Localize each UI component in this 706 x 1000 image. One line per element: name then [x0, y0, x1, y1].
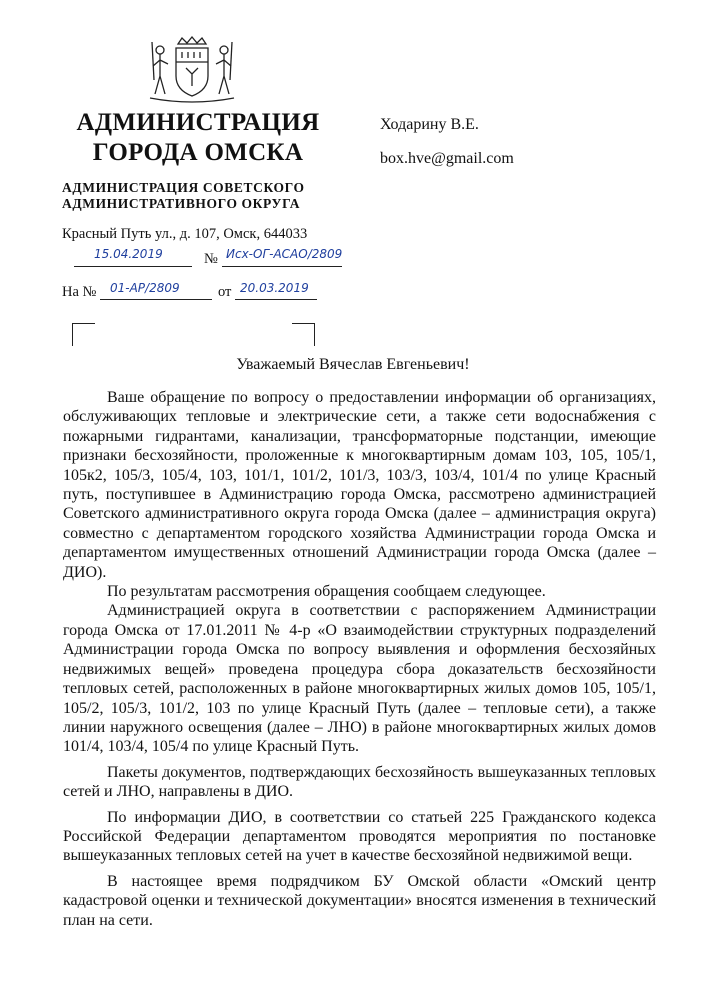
from-label: от — [218, 284, 232, 300]
on-number-line — [100, 299, 212, 300]
reg-date-line — [74, 266, 192, 267]
paragraph: По информации ДИО, в соответствии со статьей 225 Гражданского кодекса Российской Федерации департаментом проводятся мероприятия по постановке вышеуказанных тепловых сетей на учет в качестве бесхозяйной недвижимой вещи. — [63, 808, 656, 865]
from-date-handwritten: 20.03.2019 — [240, 281, 309, 295]
address: Красный Путь ул., д. 107, Омск, 644033 — [62, 226, 308, 242]
reg-date-handwritten: 15.04.2019 — [94, 247, 163, 261]
reg-number-label: № — [204, 251, 218, 267]
paragraph: Пакеты документов, подтверждающих бесхозяйность вышеуказанных тепловых сетей и ЛНО, направлены в ДИО. — [63, 763, 656, 801]
coat-of-arms-emblem — [146, 36, 238, 106]
paragraph: Ваше обращение по вопросу о предоставлении информации об организациях, обслуживающих тепловые и электрические сети, а также сети водоснабжения с пожарными гидрантами, канализации, трансформаторные подстанции, имеющие признаки бесхозяйности, проложенные к многоквартирным домам 103, 105, 105/1, 105к2, 105/3, 105/4, 103, 101/1, 101/2, 101/3, 103/3, 103/4, 101/4 по улице Красный путь, поступившее в Администрацию города Омска, рассмотрено администрацией Советского административного округа города Омска (далее – администрация округа) совместно с департаментом городского хозяйства Администрации города Омска и департаментом имущественных отношений Администрации города Омска (далее – ДИО). — [63, 389, 656, 581]
address-field-corner-left — [72, 323, 95, 346]
sub-org-line1: АДМИНИСТРАЦИЯ СОВЕТСКОГО — [62, 180, 305, 195]
recipient-email: box.hve@gmail.com — [380, 150, 514, 167]
on-number-handwritten: 01-АР/2809 — [110, 281, 180, 295]
reg-number-line — [222, 266, 342, 267]
recipient-name: Ходарину В.Е. — [380, 116, 479, 133]
org-name-line1: АДМИНИСТРАЦИЯ — [76, 109, 320, 136]
paragraph: Администрацией округа в соответствии с распоряжением Администрации города Омска от 17.01.2011 № 4-р «О взаимодействии структурных подразделений Администрации города Омска по вопросу выявления и оформления бесхозяйных недвижимых вещей» проведена процедура сбора доказательств бесхозяйности тепловых сетей, расположенных в районе многоквартирных жилых домов 105, 105/1, 105/2, 105/3, 101/2, 103 по улице Красный Путь (далее – тепловые сети), а также линии наружного освещения (далее – ЛНО) в районе многоквартирных жилых домов 101/4, 103/4, 105/4 по улице Красный Путь. — [63, 602, 656, 756]
org-name-line2: ГОРОДА ОМСКА — [92, 139, 304, 166]
reg-number-handwritten: Исх-ОГ-АСАО/2809 — [226, 247, 343, 261]
paragraph: По результатам рассмотрения обращения сообщаем следующее. — [107, 583, 546, 601]
greeting: Уважаемый Вячеслав Евгеньевич! — [236, 356, 470, 373]
organization-name — [60, 108, 336, 168]
paragraph: В настоящее время подрядчиком БУ Омской области «Омский центр кадастровой оценки и технической документации» вносятся изменения в технический план на сети. — [63, 872, 656, 929]
address-field-corner-right — [292, 323, 315, 346]
from-date-line — [235, 299, 317, 300]
sub-org-line2: АДМИНИСТРАТИВНОГО ОКРУГА — [62, 196, 301, 211]
sub-organization-name — [62, 180, 305, 212]
letter-body — [63, 388, 656, 930]
on-number-label: На № — [62, 284, 97, 300]
